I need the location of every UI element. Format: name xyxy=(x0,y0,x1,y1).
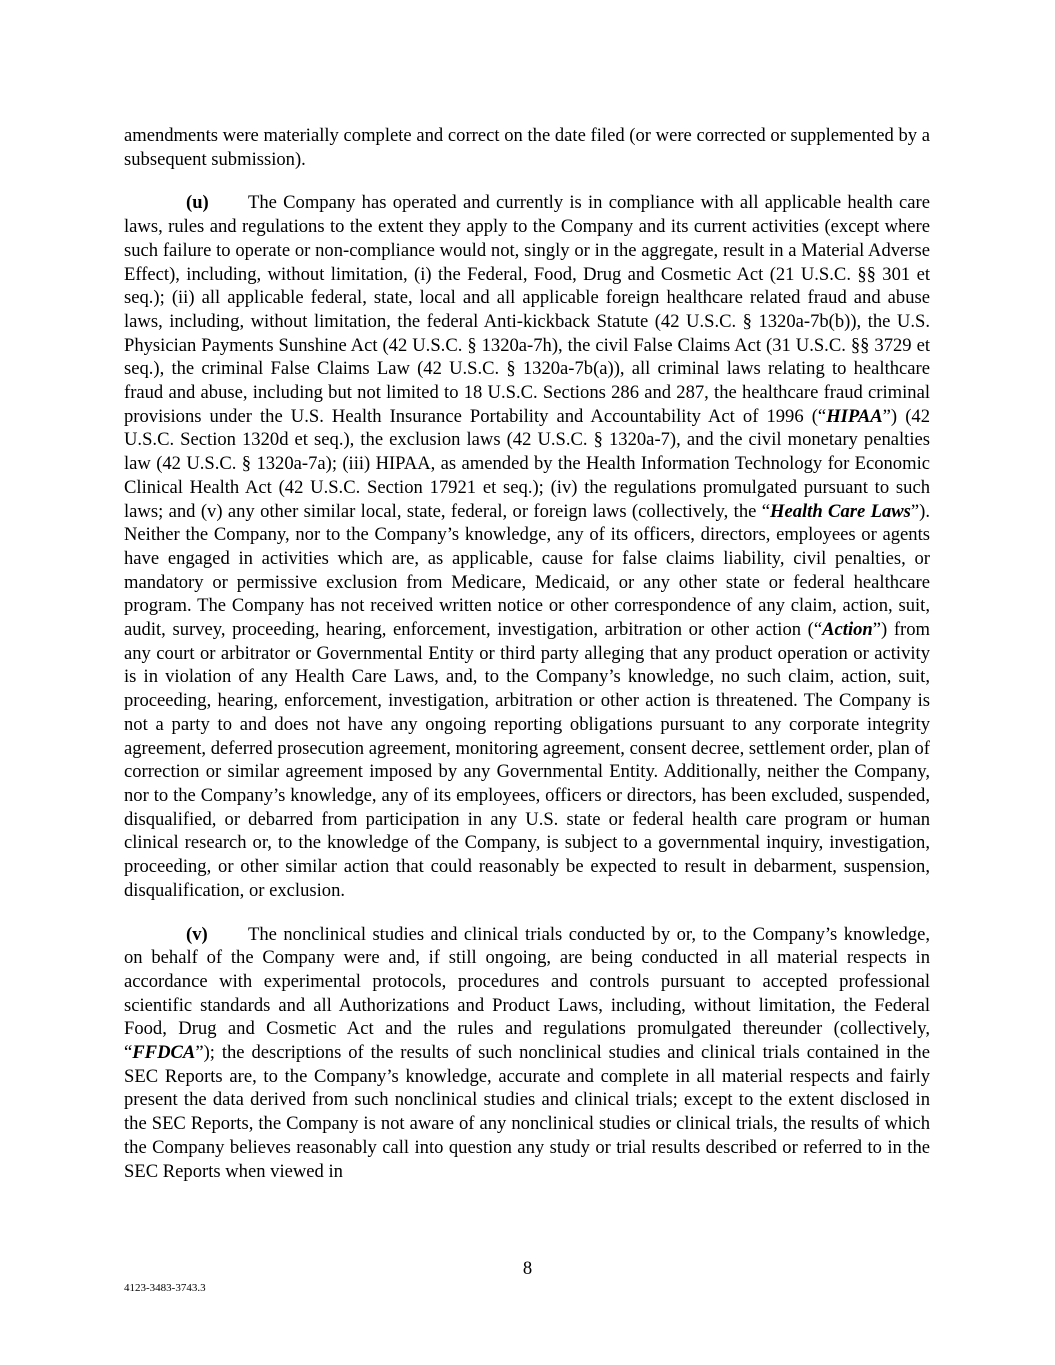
document-id: 4123-3483-3743.3 xyxy=(124,1282,206,1294)
paragraph-u-text-2: ”) (42 U.S.C. Section 1320d et seq.), the exclusion laws (42 U.S.C. § 1320a-7), and the civil monetary penalties law (42 U.S.C. § 1320a-7a); (iii) HIPAA, as amended by the Health Information Technology for Economic Clinical Health Act (42 U.S.C. Section 17921 et seq.); (iv) the regulations promulgated pursuant to such laws; and (v) any other similar local, state, federal, or foreign laws (collectively, the “ xyxy=(124,405,930,522)
paragraph-v-text-2: ”); the descriptions of the results of such nonclinical studies and clinical trials contained in the SEC Reports are, to the Company’s knowledge, accurate and complete in all material respects and fairly present the data derived from such nonclinical studies and clinical trials; except to the extent disclosed in the SEC Reports, the Company is not aware of any nonclinical studies or clinical trials, the results of which the Company believes reasonably call into question any study or trial results described or referred to in the SEC Reports when viewed in xyxy=(124,1042,930,1182)
paragraph-continued xyxy=(124,124,930,171)
defined-term-ffdca: FFDCA xyxy=(132,1042,196,1064)
paragraph-u-text-1: The Company has operated and currently is in compliance with all applicable health care laws, rules and regulations to the extent they apply to the Company and its current activities (except where such failure to operate or non-compliance would not, singly or in the aggregate, result in a Material Adverse Effect), including, without limitation, (i) the Federal, Food, Drug and Cosmetic Act (21 U.S.C. §§ 301 et seq.); (ii) all applicable federal, state, local and all applicable foreign healthcare related fraud and abuse laws, including, without limitation, the federal Anti-kickback Statute (42 U.S.C. § 1320a-7b(b)), the U.S. Physician Payments Sunshine Act (42 U.S.C. § 1320a-7h), the civil False Claims Act (31 U.S.C. §§ 3729 et seq.), the criminal False Claims Law (42 U.S.C. § 1320a-7b(a)), all criminal laws relating to healthcare fraud and abuse, including but not limited to 18 U.S.C. Sections 286 and 287, the healthcare fraud criminal provisions under the U.S. Health Insurance Portability and Accountability Act of 1996 (“ xyxy=(124,192,930,427)
paragraph-v xyxy=(124,923,930,1184)
paragraph-u-text-3: ”). Neither the Company, nor to the Company’s knowledge, any of its officers, directors, employees or agents have engaged in activities which are, as applicable, cause for false claims liability, civil penalties, or mandatory or permissive exclusion from Medicare, Medicaid, or any other state or federal healthcare program. The Company has not received written notice or other correspondence of any claim, action, suit, audit, survey, proceeding, hearing, enforcement, investigation, arbitration or other action (“ xyxy=(124,500,930,641)
paragraph-u xyxy=(124,191,930,902)
paragraph-continued-text: amendments were materially complete and correct on the date filed (or were corrected or supplemented by a subsequent submission). xyxy=(124,125,930,170)
page-number: 8 xyxy=(522,1258,533,1279)
defined-term-health-care-laws: Health Care Laws xyxy=(770,500,911,522)
section-label-u: (u) xyxy=(186,192,209,214)
section-label-v: (v) xyxy=(186,923,208,945)
defined-term-action: Action xyxy=(822,619,873,641)
paragraph-v-text-1: The nonclinical studies and clinical trials conducted by or, to the Company’s knowledge, on behalf of the Company were and, if still ongoing, are being conducted in all material respects in accordance with experimental protocols, procedures and controls pursuant to accepted professional scientific standards and all Authorizations and Product Laws, including, without limitation, the Federal Food, Drug and Cosmetic Act and the rules and regulations promulgated thereunder (collectively, “ xyxy=(124,923,930,1064)
paragraph-u-text-4: ”) from any court or arbitrator or Governmental Entity or third party alleging that any product operation or activity is in violation of any Health Care Laws, and, to the Company’s knowledge, no such claim, action, suit, proceeding, hearing, enforcement, investigation, arbitration or other action is threatened. The Company is not a party to and does not have any ongoing reporting obligations pursuant to any corporate integrity agreement, deferred prosecution agreement, monitoring agreement, consent decree, settlement order, plan of correction or similar agreement imposed by any Governmental Entity. Additionally, neither the Company, nor to the Company’s knowledge, any of its employees, officers or directors, has been excluded, suspended, disqualified, or debarred from participation in any U.S. state or federal health care program or human clinical research or, to the knowledge of the Company, is subject to a governmental inquiry, investigation, proceeding, or other similar action that could reasonably be expected to result in debarment, suspension, disqualification, or exclusion. xyxy=(124,619,930,901)
document-page xyxy=(124,124,930,1183)
defined-term-hipaa: HIPAA xyxy=(826,405,883,427)
